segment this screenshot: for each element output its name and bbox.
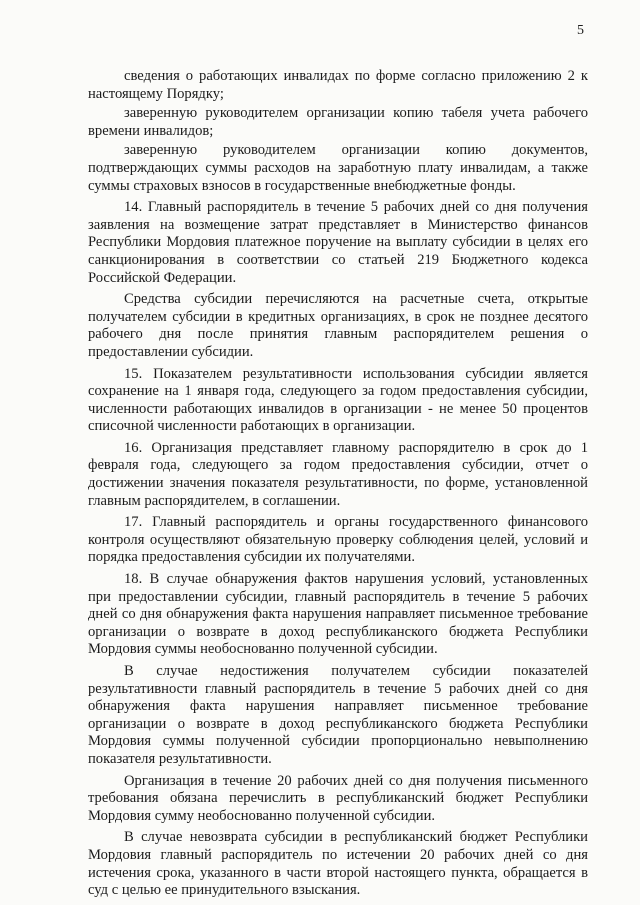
paragraph: сведения о работающих инвалидах по форме согласно приложению 2 к настоящему Порядку; bbox=[88, 68, 588, 102]
paragraph: заверенную руководителем организации копию табеля учета рабочего времени инвалидов; bbox=[88, 105, 588, 139]
paragraph: заверенную руководителем организации копию документов, подтверждающих суммы расходов на заработную плату инвалидам, а также суммы страховых взносов в государственные внебюджетные фонды. bbox=[88, 142, 588, 194]
paragraph: 18. В случае обнаружения фактов нарушения условий, установленных при предоставлении субсидии, главный распорядитель в течение 5 рабочих дней со дня обнаружения факта нарушения направляет письменное требование организации о возврате в доход республиканского бюджета Республики Мордовия суммы необоснованно полученной субсидии. bbox=[88, 571, 588, 658]
paragraph: В случае недостижения получателем субсидии показателей результативности главный распорядитель в течение 5 рабочих дней со дня обнаружения факта нарушения направляет письменное требование организации о возврате в доход республиканского бюджета Республики Мордовия суммы полученной субсидии пропорционально невыполнению показателя результативности. bbox=[88, 663, 588, 767]
paragraph: В случае невозврата субсидии в республиканский бюджет Республики Мордовия главный распорядитель по истечении 20 рабочих дней со дня истечения срока, указанного в части второй настоящего пункта, обращается в суд с целью ее принудительного взыскания. bbox=[88, 829, 588, 899]
paragraph: 17. Главный распорядитель и органы государственного финансового контроля осуществляют обязательную проверку соблюдения целей, условий и порядка предоставления субсидии их получателями. bbox=[88, 514, 588, 566]
document-body bbox=[88, 68, 588, 904]
paragraph: 14. Главный распорядитель в течение 5 рабочих дней со дня получения заявления на возмещение затрат представляет в Министерство финансов Республики Мордовия платежное поручение на выплату субсидии в целях его санкционирования в соответствии со статьей 219 Бюджетного кодекса Российской Федерации. bbox=[88, 199, 588, 286]
paragraph: 15. Показателем результативности использования субсидии является сохранение на 1 января года, следующего за годом предоставления субсидии, численности работающих инвалидов в организации - не менее 50 процентов списочной численности работающих в организации. bbox=[88, 365, 588, 435]
paragraph: Организация в течение 20 рабочих дней со дня получения письменного требования обязана перечислить в республиканский бюджет Республики Мордовия сумму необоснованно полученной субсидии. bbox=[88, 772, 588, 824]
page-number: 5 bbox=[577, 23, 584, 38]
paragraph: 16. Организация представляет главному распорядителю в срок до 1 февраля года, следующего за годом предоставления субсидии, отчет о достижении значения показателя результативности, по форме, установленной главным распорядителем, в соглашении. bbox=[88, 439, 588, 509]
paragraph: Средства субсидии перечисляются на расчетные счета, открытые получателем субсидии в кредитных организациях, в срок не позднее десятого рабочего дня после принятия главным распорядителем решения о предоставлении субсидии. bbox=[88, 291, 588, 360]
